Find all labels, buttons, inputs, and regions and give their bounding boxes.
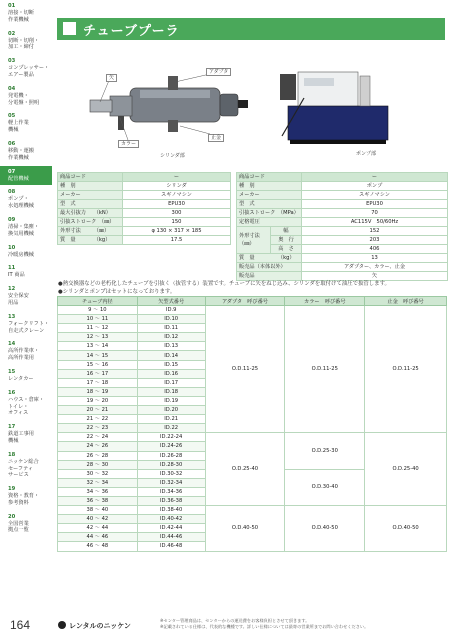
- ya-model-cell: ID.38-40: [137, 506, 205, 515]
- spec-key: 型 式: [58, 200, 123, 209]
- table-row: [58, 433, 447, 442]
- group2-stopper-cell: O.D.25-40: [365, 433, 447, 506]
- callout-ya: 矢: [106, 74, 117, 82]
- tube-diameter-cell: 21 〜 22: [58, 415, 138, 424]
- spec-table-cylinder: [57, 172, 231, 245]
- ya-model-cell: ID.34-36: [137, 487, 205, 496]
- spec-row: [58, 173, 231, 182]
- spec-key: メーカー: [58, 191, 123, 200]
- tube-diameter-cell: 16 〜 17: [58, 369, 138, 378]
- spec-table-pump: [236, 172, 448, 281]
- spec-row: [237, 218, 448, 227]
- spec-key: 定格電圧: [237, 218, 302, 227]
- spec-key: 種 別: [58, 182, 123, 191]
- sidebar-item-04[interactable]: [0, 83, 52, 111]
- spec-value: 406: [302, 245, 448, 254]
- spec-key: 引抜ストローク （㎜）: [58, 218, 123, 227]
- group2-collar-b-cell: O.D.30-40: [285, 469, 365, 505]
- ya-model-cell: ID.15: [137, 360, 205, 369]
- tube-diameter-cell: 30 〜 32: [58, 469, 138, 478]
- spec-key: 幅: [271, 227, 302, 236]
- tube-diameter-cell: 22 〜 23: [58, 424, 138, 433]
- sidebar-item-15[interactable]: [0, 366, 52, 387]
- sidebar-item-label: ポンプ・ 水処理機械: [8, 196, 34, 210]
- spec-value: φ 130 × 317 × 185: [123, 227, 231, 236]
- category-sidebar: [0, 0, 52, 602]
- tube-diameter-cell: 42 〜 44: [58, 524, 138, 533]
- callout-adapter: アダプタ: [206, 68, 231, 76]
- spec-value: 152: [302, 227, 448, 236]
- sidebar-item-label: 鉄道工事用 機械: [8, 431, 34, 444]
- sidebar-item-20[interactable]: [0, 511, 52, 539]
- spec-row: [58, 227, 231, 236]
- spec-value: ー: [302, 173, 448, 182]
- sidebar-item-label: 清掃・集塵・ 換気用機械: [8, 223, 40, 237]
- spec-key: 奥 行: [271, 236, 302, 245]
- spec-key: 引抜ストローク （MPa）: [237, 209, 302, 218]
- note-2: ●シリンダとポンプはセットになっております。: [58, 289, 176, 295]
- header-square-icon: [63, 22, 76, 35]
- spec-value: EPU30: [123, 200, 231, 209]
- column-header: 止金 呼び番号: [365, 297, 447, 306]
- tube-diameter-cell: 15 〜 16: [58, 360, 138, 369]
- ya-model-cell: ID.11: [137, 324, 205, 333]
- sidebar-item-number: 02: [8, 30, 16, 37]
- sidebar-item-label: 冷暖房機械: [8, 251, 34, 258]
- group2-adapter-cell: O.D.25-40: [205, 433, 285, 506]
- spec-value: 17.5: [123, 236, 231, 245]
- ya-model-cell: ID.42-44: [137, 524, 205, 533]
- tube-diameter-cell: 22 〜 24: [58, 433, 138, 442]
- sidebar-item-number: 16: [8, 389, 16, 396]
- spec-row: [58, 182, 231, 191]
- tube-diameter-cell: 9 〜 10: [58, 306, 138, 315]
- column-header: アダプタ 呼び番号: [205, 297, 285, 306]
- sidebar-item-label: 溶接・切断 作業機械: [8, 10, 34, 23]
- spec-row: [237, 254, 448, 263]
- page-header: [57, 18, 445, 40]
- dim-label: 外形寸法 （㎜）: [237, 227, 271, 254]
- spec-value: スギノマシン: [302, 191, 448, 200]
- sidebar-item-label: 資格・教育・ 参考資料: [8, 493, 40, 506]
- ya-model-cell: ID.26-28: [137, 451, 205, 460]
- sidebar-item-number: 19: [8, 486, 16, 493]
- pump-body: [280, 72, 388, 144]
- sidebar-item-number: 08: [8, 189, 16, 196]
- spec-row: [237, 182, 448, 191]
- ya-model-cell: ID.36-38: [137, 496, 205, 505]
- tube-diameter-cell: 10 〜 11: [58, 315, 138, 324]
- sidebar-item-17[interactable]: [0, 421, 52, 449]
- group1-adapter-cell: O.D.11-25: [205, 306, 285, 433]
- column-header: 矢型式番号: [137, 297, 205, 306]
- group3-stopper-cell: O.D.40-50: [365, 506, 447, 551]
- table-row: [58, 306, 447, 315]
- sidebar-item-07[interactable]: [0, 166, 52, 187]
- sidebar-item-14[interactable]: [0, 338, 52, 366]
- ya-model-cell: ID.28-30: [137, 460, 205, 469]
- spec-row: [237, 173, 448, 182]
- table-header-row: [58, 297, 447, 306]
- spec-value: アダプター、カラー、止金: [302, 263, 448, 272]
- sidebar-item-number: 03: [8, 58, 16, 65]
- note-1: ●熱交換器などの老朽化したチューブを引抜く（抜管する）装置です。チューブに矢をねじ込み、シリンダを取付けて油圧で抜管します。: [58, 281, 390, 287]
- ya-model-cell: ID.18: [137, 387, 205, 396]
- spec-key: 商品コード: [58, 173, 123, 182]
- sidebar-item-number: 01: [8, 3, 16, 9]
- sidebar-item-number: 06: [8, 140, 16, 147]
- spec-key: 種 別: [237, 182, 302, 191]
- group2-collar-a-cell: O.D.25-30: [285, 433, 365, 469]
- sidebar-item-label: 高所作業車・ 高所作業用: [8, 348, 40, 362]
- sidebar-item-label: レンタカー: [8, 375, 34, 382]
- sidebar-item-12[interactable]: [0, 283, 52, 311]
- page-number: 164: [10, 618, 31, 632]
- spec-key: メーカー: [237, 191, 302, 200]
- spec-row: [237, 191, 448, 200]
- pump-image: [278, 52, 398, 162]
- ya-model-cell: ID.9: [137, 306, 205, 315]
- spec-key: 質 量 （kg）: [237, 254, 302, 263]
- footer-note-2: ※記載されている仕様は、代表的な機種です。詳しい仕様については最寄の営業所までお問い合わせください。: [160, 624, 369, 629]
- group1-collar-cell: O.D.11-25: [285, 306, 365, 433]
- sidebar-item-label: コンプレッサー・ エアー製品: [8, 65, 50, 78]
- spec-key: 型 式: [237, 200, 302, 209]
- sidebar-item-08[interactable]: [0, 186, 52, 214]
- footer-notes: [160, 618, 450, 630]
- pump-caption: ポンプ部: [356, 151, 377, 157]
- group3-collar-cell: O.D.40-50: [285, 506, 365, 551]
- ya-model-cell: ID.17: [137, 378, 205, 387]
- spec-value: EPU30: [302, 200, 448, 209]
- sidebar-item-02[interactable]: [0, 28, 52, 56]
- group1-stopper-cell: O.D.11-25: [365, 306, 447, 433]
- spec-key: 質 量 （kg）: [58, 236, 123, 245]
- spec-value: 300: [123, 209, 231, 218]
- ya-model-cell: ID.16: [137, 369, 205, 378]
- ya-model-cell: ID.46-48: [137, 542, 205, 551]
- sidebar-item-label: 発電機・ 分電盤・照明: [8, 92, 40, 106]
- sidebar-item-10[interactable]: [0, 242, 52, 263]
- column-header: チューブ内径: [58, 297, 138, 306]
- spec-value: スギノマシン: [123, 191, 231, 200]
- sidebar-item-number: 09: [8, 216, 16, 223]
- sidebar-item-number: 11: [8, 265, 16, 272]
- sidebar-item-label: ハウス・倉庫・ トイレ・ オフィス: [8, 396, 45, 417]
- ya-model-cell: ID.19: [137, 396, 205, 405]
- sidebar-item-number: 10: [8, 244, 16, 251]
- sidebar-item-label: 移動・運搬 作業機械: [8, 147, 34, 161]
- sidebar-item-label: 配管機械: [8, 175, 29, 182]
- sidebar-item-13[interactable]: [0, 311, 52, 339]
- spec-row: [58, 236, 231, 245]
- tube-diameter-cell: 46 〜 48: [58, 542, 138, 551]
- tube-diameter-cell: 24 〜 26: [58, 442, 138, 451]
- tube-diameter-cell: 26 〜 28: [58, 451, 138, 460]
- sidebar-item-label: 全国営業 拠点一覧: [8, 520, 29, 534]
- logo-dot-icon: [58, 621, 66, 629]
- spec-row: [58, 200, 231, 209]
- tube-diameter-cell: 34 〜 36: [58, 487, 138, 496]
- footer-note-1: ※センター管理商品は、センターからの運送費をお客様負担とさせて頂きます。: [160, 618, 310, 623]
- spec-key: 販売品（本体以外）: [237, 263, 302, 272]
- tube-diameter-cell: 38 〜 40: [58, 506, 138, 515]
- sidebar-item-06[interactable]: [0, 138, 52, 166]
- logo-text: レンタルのニッケン: [69, 622, 131, 630]
- ya-model-cell: ID.12: [137, 333, 205, 342]
- sidebar-item-label: フォークリフト・ 自走式クレーン: [8, 320, 50, 334]
- spec-value: ポンプ: [302, 182, 448, 191]
- spec-value: 70: [302, 209, 448, 218]
- spec-key: 外形寸法 （㎜）: [58, 227, 123, 236]
- sidebar-item-16[interactable]: [0, 387, 52, 421]
- spec-row: [58, 191, 231, 200]
- ya-model-cell: ID.21: [137, 415, 205, 424]
- company-logo: [58, 621, 131, 631]
- cylinder-body: [90, 76, 248, 132]
- table-row: [58, 506, 447, 515]
- spec-value: AC115V 50/60Hz: [302, 218, 448, 227]
- sidebar-item-number: 05: [8, 113, 16, 120]
- tube-diameter-cell: 40 〜 42: [58, 515, 138, 524]
- ya-model-cell: ID.40-42: [137, 515, 205, 524]
- sidebar-item-09[interactable]: [0, 214, 52, 242]
- ya-model-cell: ID.20: [137, 406, 205, 415]
- sidebar-item-18[interactable]: [0, 449, 52, 483]
- sidebar-item-number: 18: [8, 451, 16, 458]
- sidebar-item-label: IT 商品: [8, 272, 25, 279]
- tube-diameter-cell: 18 〜 19: [58, 387, 138, 396]
- callout-stopper: 止金: [208, 134, 224, 142]
- ya-model-cell: ID.13: [137, 342, 205, 351]
- sidebar-item-number: 12: [8, 286, 16, 293]
- sidebar-item-label: 安全保安 用品: [8, 293, 29, 306]
- sidebar-item-05[interactable]: [0, 110, 52, 138]
- spec-row: [58, 218, 231, 227]
- ya-model-cell: ID.22: [137, 424, 205, 433]
- tube-diameter-cell: 17 〜 18: [58, 378, 138, 387]
- sidebar-item-number: 17: [8, 424, 16, 431]
- sidebar-item-number: 13: [8, 313, 16, 320]
- spec-row: [237, 209, 448, 218]
- notes: [58, 280, 448, 296]
- spec-value: 13: [302, 254, 448, 263]
- tube-diameter-cell: 19 〜 20: [58, 396, 138, 405]
- sidebar-item-number: 04: [8, 85, 16, 92]
- spec-value: 203: [302, 236, 448, 245]
- ya-model-cell: ID.24-26: [137, 442, 205, 451]
- sidebar-item-label: ニッケン総合 セーフティ サービス: [8, 458, 39, 479]
- tube-diameter-cell: 11 〜 12: [58, 324, 138, 333]
- spec-key: 高 さ: [271, 245, 302, 254]
- spec-row: [237, 263, 448, 272]
- column-header: カラー 呼び番号: [285, 297, 365, 306]
- spec-key: 最大引抜力 （kN）: [58, 209, 123, 218]
- ya-model-cell: ID.30-32: [137, 469, 205, 478]
- group3-adapter-cell: O.D.40-50: [205, 506, 285, 551]
- tube-diameter-cell: 14 〜 15: [58, 351, 138, 360]
- spec-value: シリンダ: [123, 182, 231, 191]
- spec-value: 矢: [302, 272, 448, 281]
- sidebar-item-number: 07: [8, 168, 16, 175]
- sidebar-item-number: 20: [8, 513, 16, 520]
- ya-model-cell: ID.32-34: [137, 478, 205, 487]
- sidebar-item-19[interactable]: [0, 483, 52, 511]
- sidebar-item-03[interactable]: [0, 55, 52, 83]
- callout-collar: カラー: [118, 140, 139, 148]
- tube-size-table: [57, 296, 447, 552]
- ya-model-cell: ID.14: [137, 351, 205, 360]
- ya-model-cell: ID.22-24: [137, 433, 205, 442]
- tube-diameter-cell: 20 〜 21: [58, 406, 138, 415]
- ya-model-cell: ID.44-46: [137, 533, 205, 542]
- sidebar-item-11[interactable]: [0, 262, 52, 283]
- tube-diameter-cell: 36 〜 38: [58, 496, 138, 505]
- sidebar-item-label: 切断・切削・ 加工・締付: [8, 37, 40, 51]
- tube-diameter-cell: 12 〜 13: [58, 333, 138, 342]
- sidebar-item-number: 14: [8, 341, 16, 348]
- spec-key: 商品コード: [237, 173, 302, 182]
- cylinder-caption: シリンダ部: [160, 153, 185, 159]
- page-title: チューブプーラ: [83, 24, 180, 39]
- sidebar-item-number: 15: [8, 368, 16, 375]
- spec-row: [237, 227, 448, 236]
- spec-value: ー: [123, 173, 231, 182]
- ya-model-cell: ID.10: [137, 315, 205, 324]
- tube-diameter-cell: 32 〜 34: [58, 478, 138, 487]
- footer: [0, 604, 455, 644]
- sidebar-item-label: 軽上作業 機械: [8, 120, 29, 134]
- spec-row: [237, 200, 448, 209]
- tube-diameter-cell: 13 〜 14: [58, 342, 138, 351]
- spec-key: 販売品: [237, 272, 302, 281]
- spec-row: [58, 209, 231, 218]
- sidebar-item-01[interactable]: [0, 0, 52, 28]
- tube-diameter-cell: 44 〜 46: [58, 533, 138, 542]
- tube-diameter-cell: 28 〜 30: [58, 460, 138, 469]
- spec-value: 150: [123, 218, 231, 227]
